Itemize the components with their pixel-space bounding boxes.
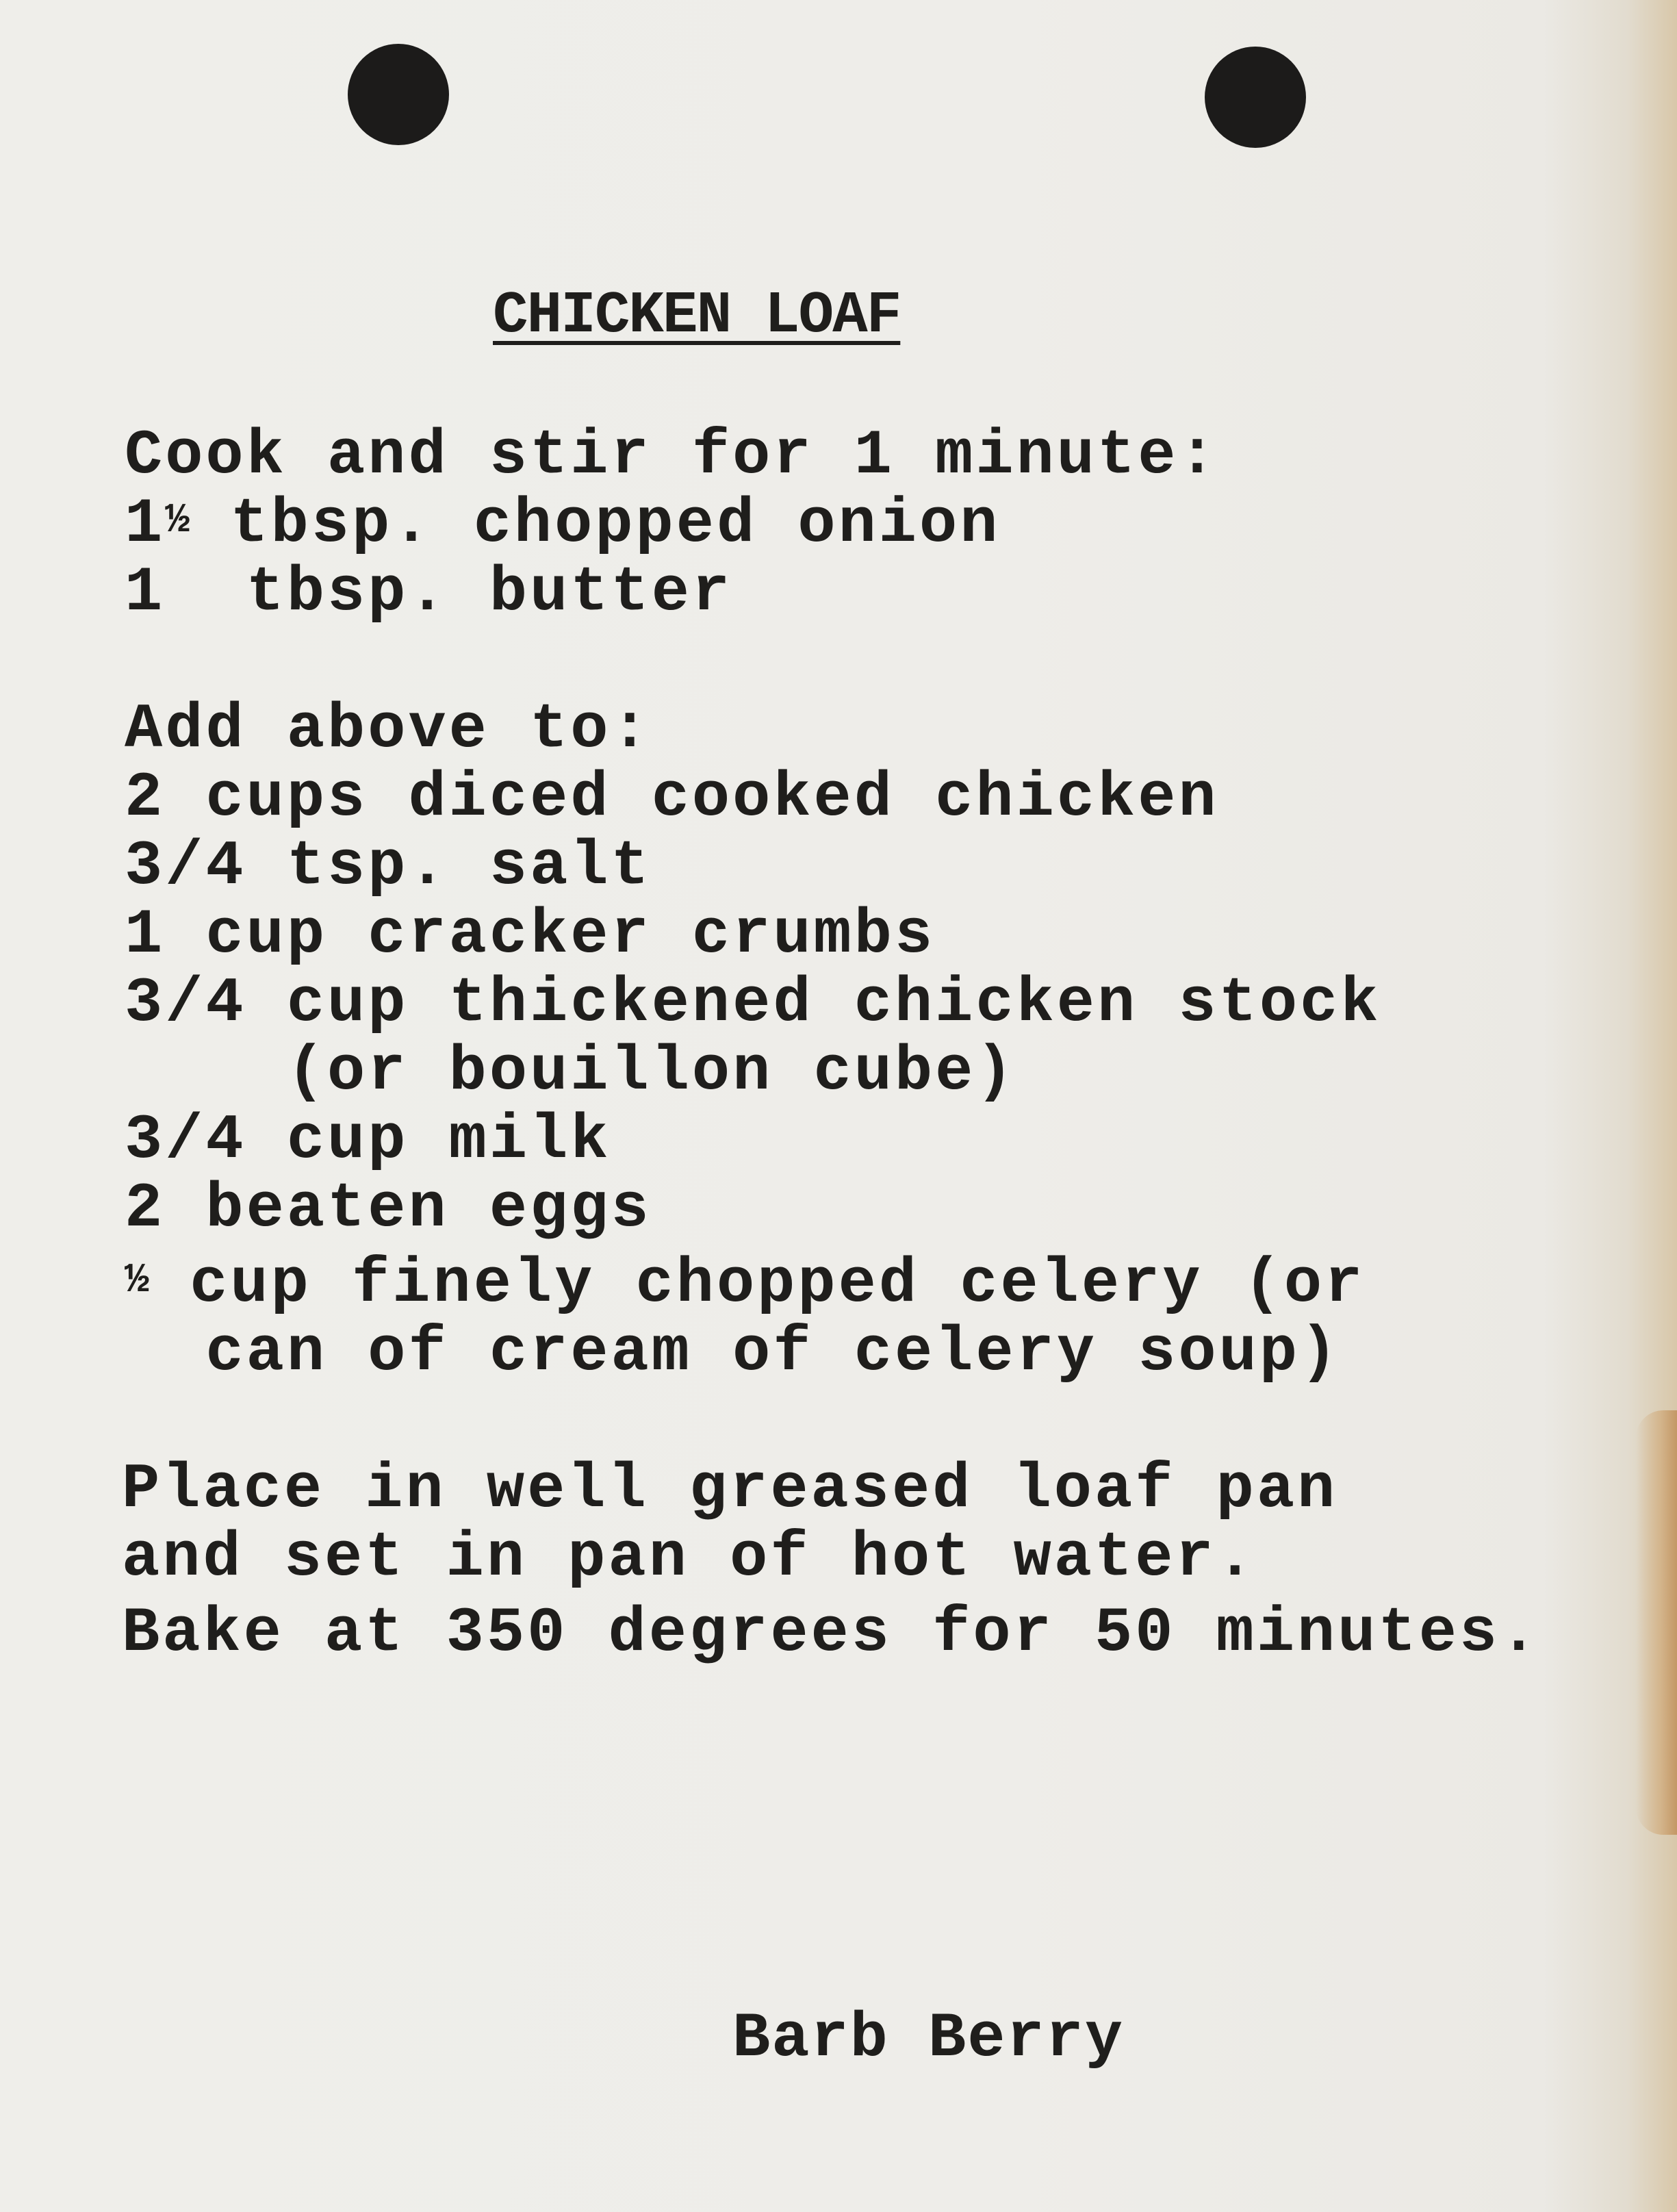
instruction-line-1: Place in well greased loaf pan bbox=[122, 1453, 1338, 1525]
ingredient-celery bbox=[125, 1248, 1366, 1320]
ingredient-chicken: 2 cups diced cooked chicken bbox=[125, 762, 1219, 834]
punch-hole-right bbox=[1205, 47, 1306, 148]
step1-heading: Cook and stir for 1 minute: bbox=[125, 420, 1219, 492]
ingredient-onion-fraction: ½ bbox=[165, 498, 190, 544]
paper-stain bbox=[1636, 1410, 1677, 1835]
instruction-line-2: and set in pan of hot water. bbox=[122, 1522, 1257, 1594]
ingredient-eggs: 2 beaten eggs bbox=[125, 1173, 652, 1245]
recipe-title: CHICKEN LOAF bbox=[493, 282, 901, 349]
ingredient-celery-fraction: ½ bbox=[125, 1258, 150, 1304]
ingredient-milk: 3/4 cup milk bbox=[125, 1104, 611, 1176]
ingredient-butter bbox=[125, 557, 733, 628]
ingredient-chicken-stock: 3/4 cup thickened chicken stock bbox=[125, 967, 1381, 1039]
ingredient-onion-qty: 1 bbox=[125, 488, 166, 560]
ingredient-celery-text: cup finely chopped celery (or bbox=[149, 1248, 1366, 1320]
ingredient-cracker-crumbs: 1 cup cracker crumbs bbox=[125, 899, 936, 971]
step2-heading: Add above to: bbox=[125, 694, 652, 765]
ingredient-onion bbox=[125, 488, 1001, 560]
ingredient-salt: 3/4 tsp. salt bbox=[125, 830, 652, 902]
punch-hole-left bbox=[348, 44, 449, 145]
ingredient-onion-text: tbsp. chopped onion bbox=[190, 488, 1001, 560]
ingredient-butter-text: tbsp. butter bbox=[165, 557, 733, 628]
instruction-line-3: Bake at 350 degrees for 50 minutes. bbox=[122, 1597, 1541, 1669]
ingredient-celery-alternative: can of cream of celery soup) bbox=[125, 1317, 1341, 1388]
ingredient-butter-qty: 1 bbox=[125, 557, 166, 628]
ingredient-stock-alternative: (or bouillon cube) bbox=[125, 1036, 1016, 1108]
author-signature: Barb Berry bbox=[732, 2003, 1125, 2074]
